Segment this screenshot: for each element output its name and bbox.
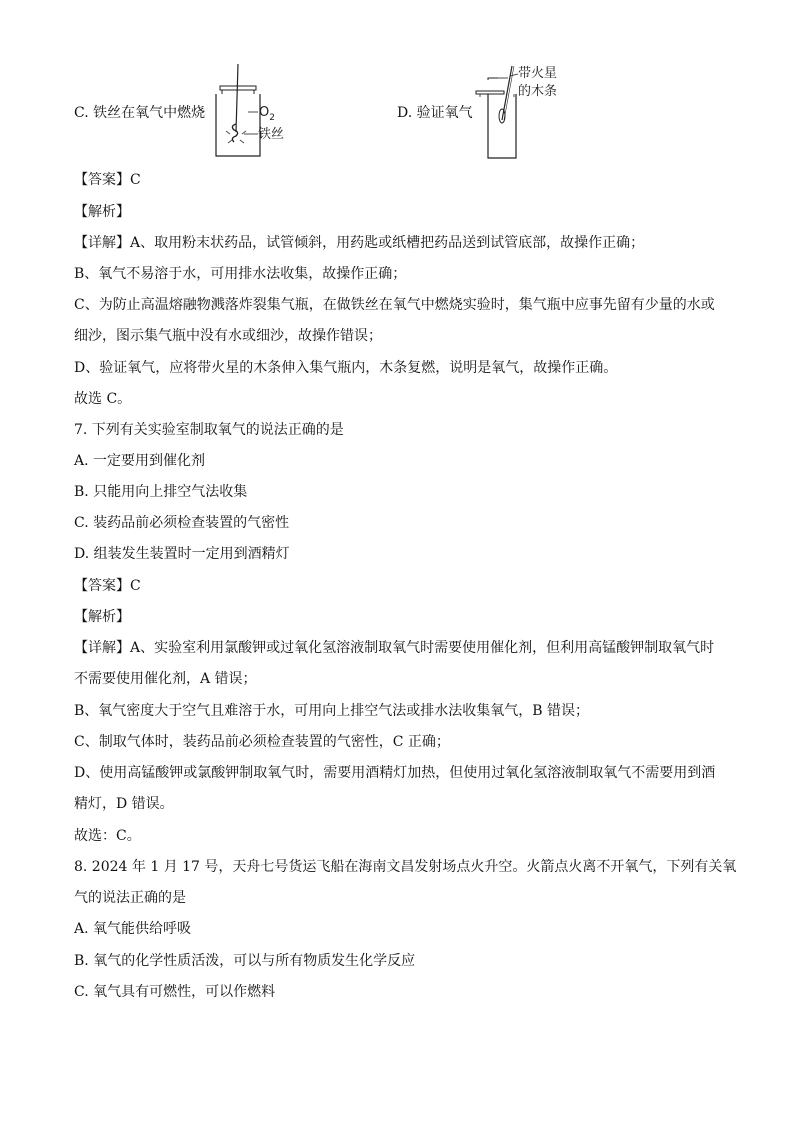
q7-detail-line: C、制取气体时，装药品前必须检查装置的气密性，C 正确； [74, 734, 450, 750]
iron-wire-coil [232, 124, 237, 142]
q7-analysis-heading: 【解析】 [74, 609, 130, 625]
q8-option-a: A. 氧气能供给呼吸 [74, 921, 192, 937]
q8-option-c: C. 氧气具有可燃性，可以作燃料 [74, 984, 276, 1000]
q6-conclusion: 故选 C。 [74, 391, 132, 407]
q6-detail-line: 【详解】A、取用粉末状药品，试管倾斜，用药匙或纸槽把药品送到试管底部，故操作正确； [74, 235, 645, 251]
q6-detail-line: B、氧气不易溶于水，可用排水法收集，故操作正确； [74, 266, 407, 282]
verify-oxygen-figure [474, 64, 574, 160]
q7-detail-line: B、氧气密度大于空气且难溶于水，可用向上排空气法或排水法收集氧气，B 错误； [74, 703, 590, 719]
jar-body [216, 94, 260, 156]
jar-lid [220, 86, 256, 90]
gas-jar-diagram [206, 64, 296, 162]
q7-option-d: D. 组装发生装置时一定用到酒精灯 [74, 546, 290, 562]
q6-analysis-heading: 【解析】 [74, 204, 130, 220]
q7-option-c: C. 装药品前必须检查装置的气密性 [74, 515, 290, 531]
jar-body [488, 94, 516, 158]
ember [499, 109, 505, 123]
option-d-text: D. 验证氧气 [397, 105, 473, 121]
q7-conclusion: 故选：C。 [74, 828, 141, 844]
q8-stem-line1: 8. 2024 年 1 月 17 号，天舟七号货运飞船在海南文昌发射场点火升空。火箭点火离不开氧气，下列有关氧 [74, 859, 737, 875]
q7-option-b: B. 只能用向上排空气法收集 [74, 484, 248, 500]
q7-stem: 7. 下列有关实验室制取氧气的说法正确的是 [74, 422, 344, 438]
q6-detail-line: D、验证氧气，应将带火星的木条伸入集气瓶内，木条复燃，说明是氧气，故操作正确。 [74, 360, 618, 376]
splint-label-line2: 的木条 [518, 84, 558, 99]
gas-jar-splint-diagram [474, 64, 574, 160]
q8-option-b: B. 氧气的化学性质活泼，可以与所有物质发生化学反应 [74, 953, 416, 969]
q6-answer: 【答案】C [74, 172, 141, 188]
q7-option-a: A. 一定要用到催化剂 [74, 453, 206, 469]
q7-detail-line: D、使用高锰酸钾或氯酸钾制取氧气时，需要用酒精灯加热，但使用过氧化氢溶液制取氧气不需要用到酒 [74, 765, 716, 781]
iron-wire-label: 铁丝 [258, 127, 285, 142]
q6-detail-line: 细沙，图示集气瓶中没有水或细沙，故操作错误； [74, 328, 382, 344]
o2-label: $O_2$ [259, 105, 275, 123]
q6-detail-line: C、为防止高温熔融物溅落炸裂集气瓶，在做铁丝在氧气中燃烧实验时，集气瓶中应事先留有少量的水或 [74, 297, 715, 313]
glass-plate [476, 91, 504, 94]
sparks [226, 122, 246, 143]
rod [236, 64, 238, 132]
q8-stem-line2: 气的说法正确的是 [74, 890, 186, 906]
option-c-text: C. 铁丝在氧气中燃烧 [74, 105, 206, 121]
iron-wire-burning-figure [206, 64, 296, 162]
q7-detail-line: 精灯，D 错误。 [74, 796, 174, 812]
q7-detail-line: 【详解】A、实验室利用氯酸钾或过氧化氢溶液制取氧气时需要使用催化剂，但利用高锰酸钾制取氧气时 [74, 640, 715, 656]
splint-label-line1: 带火星 [518, 66, 558, 81]
q7-answer: 【答案】C [74, 578, 141, 594]
q7-detail-line: 不需要使用催化剂，A 错误； [74, 671, 257, 687]
